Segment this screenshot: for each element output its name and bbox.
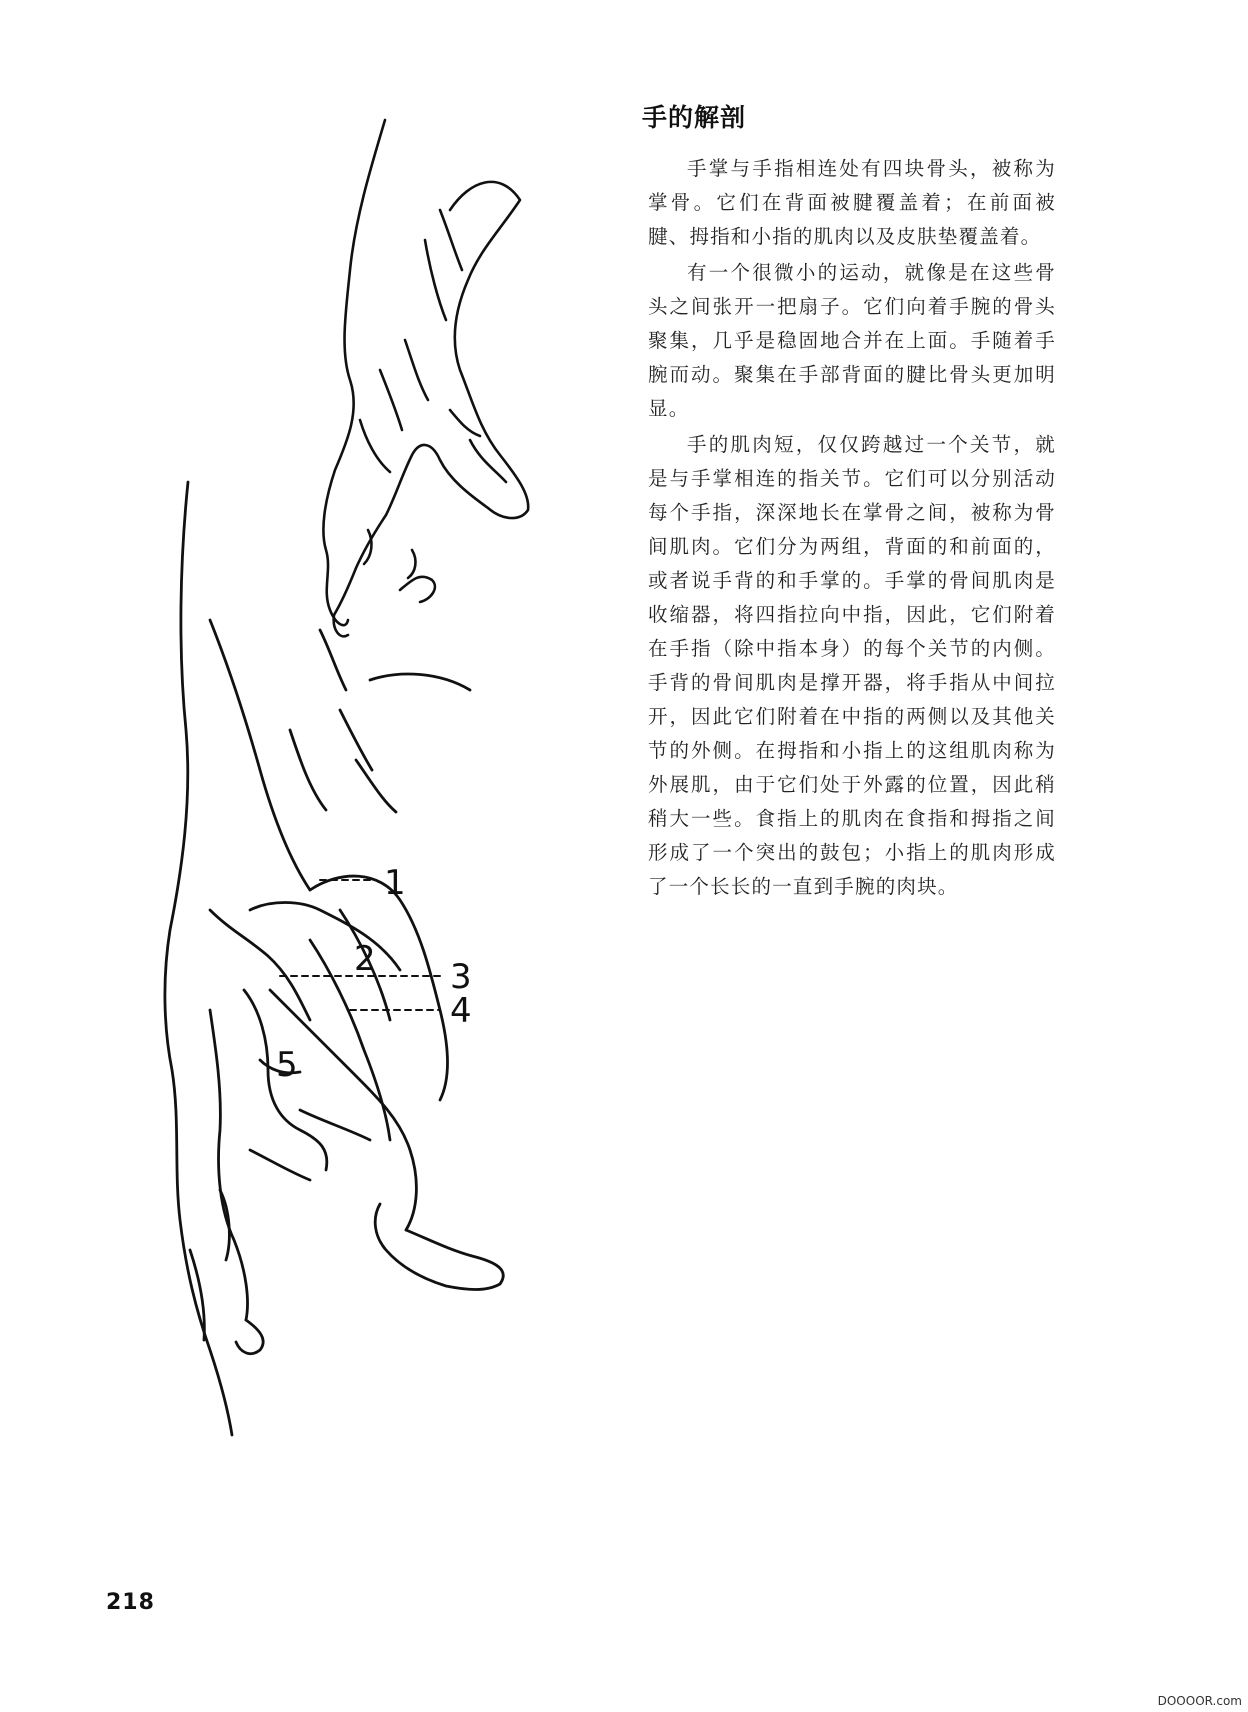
body-text (648, 152, 1056, 906)
label-1: 1 (384, 863, 406, 903)
page-number: 218 (106, 1590, 155, 1615)
label-4: 4 (450, 991, 472, 1031)
paragraph-1: 手掌与手指相连处有四块骨头，被称为掌骨。它们在背面被腱覆盖着；在前面被腱、拇指和小指的肌肉以及皮肤垫覆盖着。 (648, 157, 1056, 248)
paragraph-3: 手的肌肉短，仅仅跨越过一个关节，就是与手掌相连的指关节。它们可以分别活动每个手指，深深地长在掌骨之间，被称为骨间肌肉。它们分为两组，背面的和前面的，或者说手背的和手掌的。手掌的骨间肌肉是收缩器，将四指拉向中指，因此，它们附着在手指（除中指本身）的每个关节的内侧。手背的骨间肌肉是撑开器，将手指从中间拉开，因此它们附着在中指的两侧以及其他关节的外侧。在拇指和小指上的这组肌肉称为外展肌，由于它们处于外露的位置，因此稍稍大一些。食指上的肌肉在食指和拇指之间形成了一个突出的鼓包；小指上的肌肉形成了一个长长的一直到手腕的肉块。 (648, 433, 1056, 898)
upper-hand-sketch (323, 120, 528, 636)
label-3: 3 (450, 957, 472, 997)
section-title: 手的解剖 (642, 103, 747, 132)
paragraph-2: 有一个很微小的运动，就像是在这些骨头之间张开一把扇子。它们向着手腕的骨头聚集，几乎是稳固地合并在上面。手随着手腕而动。聚集在手部背面的腱比骨头更加明显。 (648, 261, 1056, 420)
watermark: DOOOOR.com (1157, 1694, 1242, 1708)
hand-anatomy-illustration (150, 110, 590, 1530)
label-2: 2 (354, 939, 376, 979)
label-5: 5 (276, 1045, 298, 1085)
